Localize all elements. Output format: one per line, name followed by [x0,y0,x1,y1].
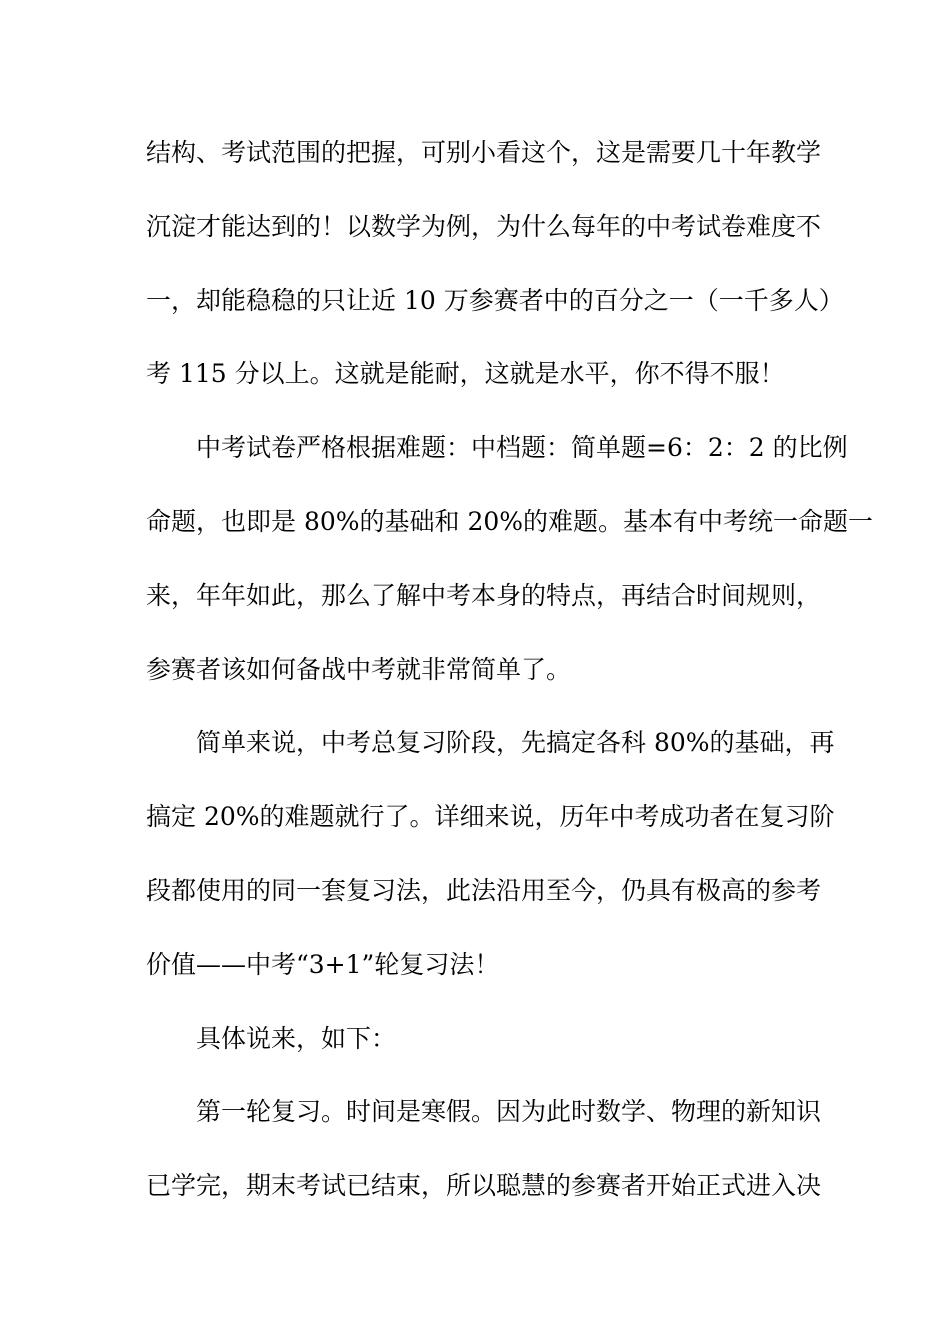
text-line: 具体说来，如下： [196,1023,397,1053]
text-line: 中考试卷严格根据难题：中档题：简单题=6：2：2 的比例 [196,433,848,463]
text-line: 参赛者该如何备战中考就非常简单了。 [146,654,572,684]
text-line: 简单来说，中考总复习阶段，先搞定各科 80%的基础，再 [196,728,835,758]
document-body [146,128,874,1235]
text-line: 来，年年如此，那么了解中考本身的特点，再结合时间规则， [146,580,822,610]
text-line: 命题，也即是 80%的基础和 20%的难题。基本有中考统一命题一 [146,506,874,536]
text-line: 段都使用的同一套复习法，此法沿用至今，仍具有极高的参考 [146,875,822,905]
text-line: 一，却能稳稳的只让近 10 万参赛者中的百分之一（一千多人） [146,285,844,315]
text-line: 价值——中考“3+1”轮复习法！ [146,949,500,979]
text-line: 第一轮复习。时间是寒假。因为此时数学、物理的新知识 [196,1097,822,1127]
text-line: 沉淀才能达到的！以数学为例，为什么每年的中考试卷难度不 [146,211,822,241]
text-line: 结构、考试范围的把握，可别小看这个，这是需要几十年教学 [146,138,822,167]
text-line: 考 115 分以上。这就是能耐，这就是水平，你不得不服！ [146,359,785,389]
text-line: 已学完，期末考试已结束，所以聪慧的参赛者开始正式进入决 [146,1171,822,1201]
text-line: 搞定 20%的难题就行了。详细来说，历年中考成功者在复习阶 [146,802,835,832]
